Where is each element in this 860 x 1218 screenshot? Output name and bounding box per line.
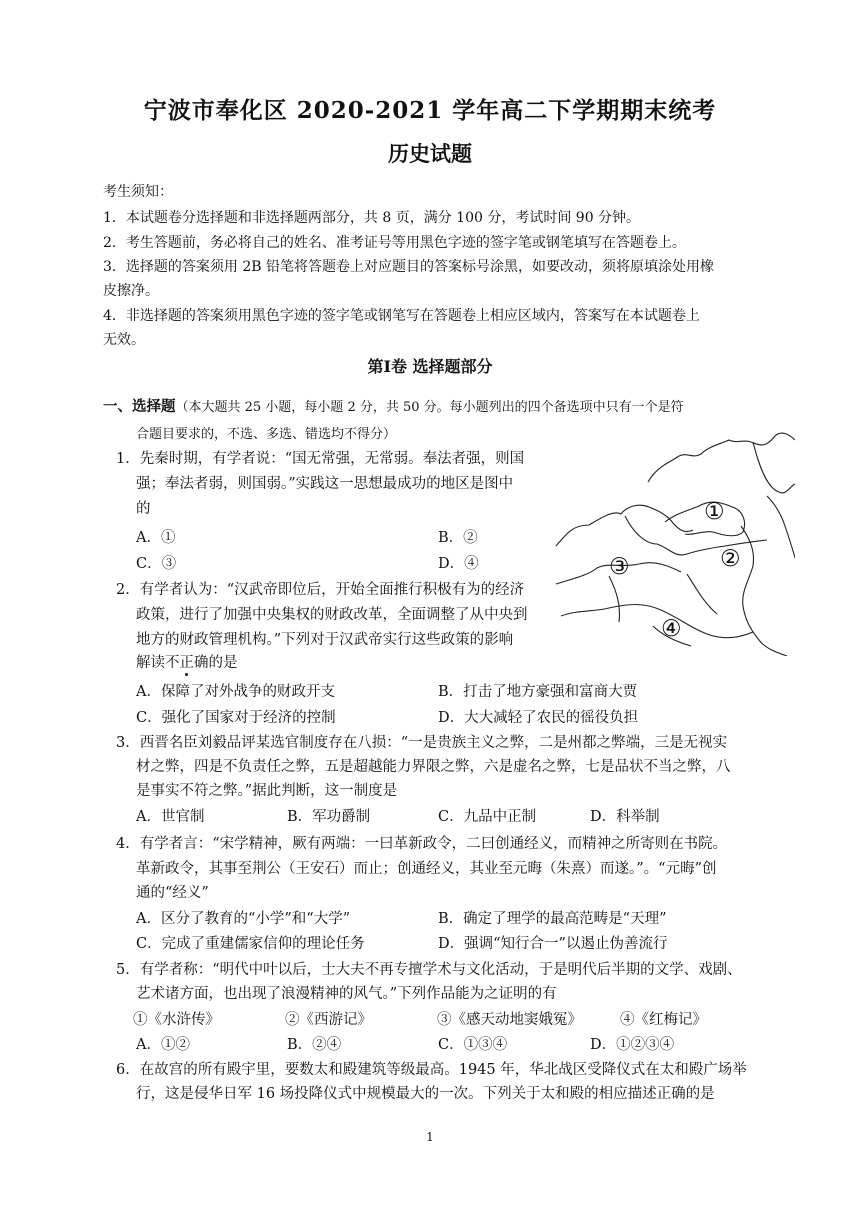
question-4-line: 4．有学者言：“宋学精神，厥有两端：一曰革新政令，二曰创通经义，而精神之所寄则在书院。 bbox=[116, 836, 728, 852]
question-1-line: 强；奉法者弱，则国弱。”实践这一思想最成功的地区是图中 bbox=[136, 476, 514, 492]
river-tributary bbox=[687, 574, 717, 614]
notice-line: 4．非选择题的答案须用黑色字迹的签字笔或钢笔写在答题卷上相应区域内，答案写在本试题卷上 bbox=[103, 308, 700, 324]
question-3-line: 3．西晋名臣刘毅品评某选官制度存在八损：“一是贵族主义之弊，二是州都之弊端，三是无视实 bbox=[116, 735, 728, 751]
work-item: ④《红梅记》 bbox=[620, 1012, 707, 1028]
option-d: D．大大减轻了农民的徭役负担 bbox=[438, 710, 639, 726]
option-b: B．打击了地方豪强和富商大贾 bbox=[438, 684, 638, 700]
yangtze-river bbox=[561, 605, 753, 638]
yellow-river bbox=[625, 516, 767, 555]
notice-line: 皮擦净。 bbox=[103, 283, 159, 299]
map-marker-4: ④ bbox=[661, 616, 682, 642]
option-a: A．保障了对外战争的财政开支 bbox=[136, 684, 335, 700]
work-item: ①《水浒传》 bbox=[133, 1012, 220, 1028]
option-a: A．区分了教育的“小学”和“大学” bbox=[136, 911, 351, 927]
notice-line: 3．选择题的答案须用 2B 铅笔将答题卷上对应题目的答案标号涂黑，如要改动，须将原填涂处用橡 bbox=[103, 259, 715, 275]
exam-subtitle: 历史试题 bbox=[388, 141, 472, 166]
map-marker-2: ② bbox=[720, 546, 741, 572]
historical-map bbox=[553, 426, 795, 656]
eastern-coast bbox=[741, 526, 787, 656]
western-region bbox=[556, 505, 693, 546]
exam-title: 宁波市奉化区 2020-2021 学年高二下学期期末统考 bbox=[143, 97, 717, 124]
option-d: D．强调“知行合一”以遏止伪善流行 bbox=[438, 936, 668, 952]
notice-line: 1．本试题卷分选择题和非选择题两部分，共 8 页，满分 100 分，考试时间 90 分钟。 bbox=[103, 210, 641, 226]
question-3-line: 材之弊，四是不负责任之弊，五是超越能力界限之弊，六是虚名之弊，七是品状不当之弊，八 bbox=[136, 759, 731, 775]
option-b: B．军功爵制 bbox=[287, 809, 371, 825]
question-2-line: 政策，进行了加强中央集权的财政改革，全面调整了从中央到 bbox=[136, 607, 528, 623]
option-a: A．①② bbox=[136, 1037, 190, 1053]
question-5-line: 艺术诸方面，也出现了浪漫精神的风气。”下列作品能为之证明的有 bbox=[136, 986, 557, 1002]
question-6-line: 行，这是侵华日军 16 场投降仪式中规模最大的一次。下列关于太和殿的相应描述正确的是 bbox=[136, 1086, 715, 1102]
option-c: C．九品中正制 bbox=[438, 809, 537, 825]
map-marker-1: ① bbox=[704, 499, 725, 525]
northern-border-branch bbox=[753, 442, 795, 493]
notice-line: 2．考生答题前，务必将自己的姓名、准考证号等用黑色字迹的签字笔或钢笔填写在答题卷上。 bbox=[103, 235, 686, 251]
map-marker-3: ③ bbox=[609, 554, 630, 580]
option-b: B．②④ bbox=[287, 1037, 342, 1053]
section-title: 第Ⅰ卷 选择题部分 bbox=[367, 357, 493, 376]
option-b: B．② bbox=[438, 530, 478, 546]
work-item: ③《感天动地窦娥冤》 bbox=[437, 1012, 582, 1028]
option-c: C．①③④ bbox=[438, 1037, 508, 1053]
question-2-line: 2．有学者认为：“汉武帝即位后，开始全面推行积极有为的经济 bbox=[116, 582, 525, 598]
part-header bbox=[103, 395, 684, 416]
part-label: 一、选择题 bbox=[103, 398, 176, 415]
question-2-line bbox=[136, 651, 238, 672]
option-d: D．科举制 bbox=[590, 809, 660, 825]
part-desc: （本大题共 25 小题，每小题 2 分，共 50 分。每小题列出的四个备选项中只有一个是符 bbox=[175, 400, 684, 415]
question-1-line: 的 bbox=[136, 501, 151, 517]
option-d: D．①②③④ bbox=[590, 1037, 675, 1053]
page-number: 1 bbox=[426, 1130, 434, 1144]
option-d: D．④ bbox=[438, 556, 479, 572]
option-a: A．世官制 bbox=[136, 809, 205, 825]
question-2-line: 地方的财政管理机构。”下列对于汉武帝实行这些政策的影响 bbox=[136, 632, 514, 648]
question-4-line: 革新政令，其事至荆公（王安石）而止；创通经义，其业至元晦（朱熹）而遂。”。“元晦”创 bbox=[136, 861, 717, 877]
option-b: B．确定了理学的最高范畴是“天理” bbox=[438, 911, 667, 927]
question-3-line: 是事实不符之弊。”据此判断，这一制度是 bbox=[136, 783, 398, 799]
question-4-line: 通的“经义” bbox=[136, 885, 209, 901]
river-tributary bbox=[609, 576, 620, 622]
option-c: C．完成了重建儒家信仰的理论任务 bbox=[136, 936, 365, 952]
part-desc: 合题目要求的，不选、多选、错选均不得分） bbox=[136, 427, 397, 442]
option-c: C．③ bbox=[136, 556, 177, 572]
question-6-line: 6．在故宫的所有殿宇里，要数太和殿建筑等级最高。1945 年，华北战区受降仪式在太和殿广场举 bbox=[116, 1062, 747, 1078]
question-1-line: 1．先秦时期，有学者说：“国无常强，无常弱。奉法者强，则国 bbox=[116, 451, 525, 467]
notice-heading: 考生须知： bbox=[103, 184, 173, 200]
option-c: C．强化了国家对于经济的控制 bbox=[136, 710, 336, 726]
option-a: A．① bbox=[136, 530, 176, 546]
notice-line: 无效。 bbox=[103, 332, 145, 348]
question-5-line: 5．有学者称：“明代中叶以后，士大夫不再专擅学术与文化活动，于是明代后半期的文学、戏剧、 bbox=[116, 962, 742, 978]
northern-border bbox=[648, 433, 795, 482]
emphasized-word: 不正确 bbox=[165, 655, 209, 671]
question-2-text: 解读 bbox=[136, 655, 165, 671]
sea-shore bbox=[767, 496, 795, 558]
question-2-text: 的是 bbox=[208, 655, 238, 671]
work-item: ②《西游记》 bbox=[285, 1012, 372, 1028]
